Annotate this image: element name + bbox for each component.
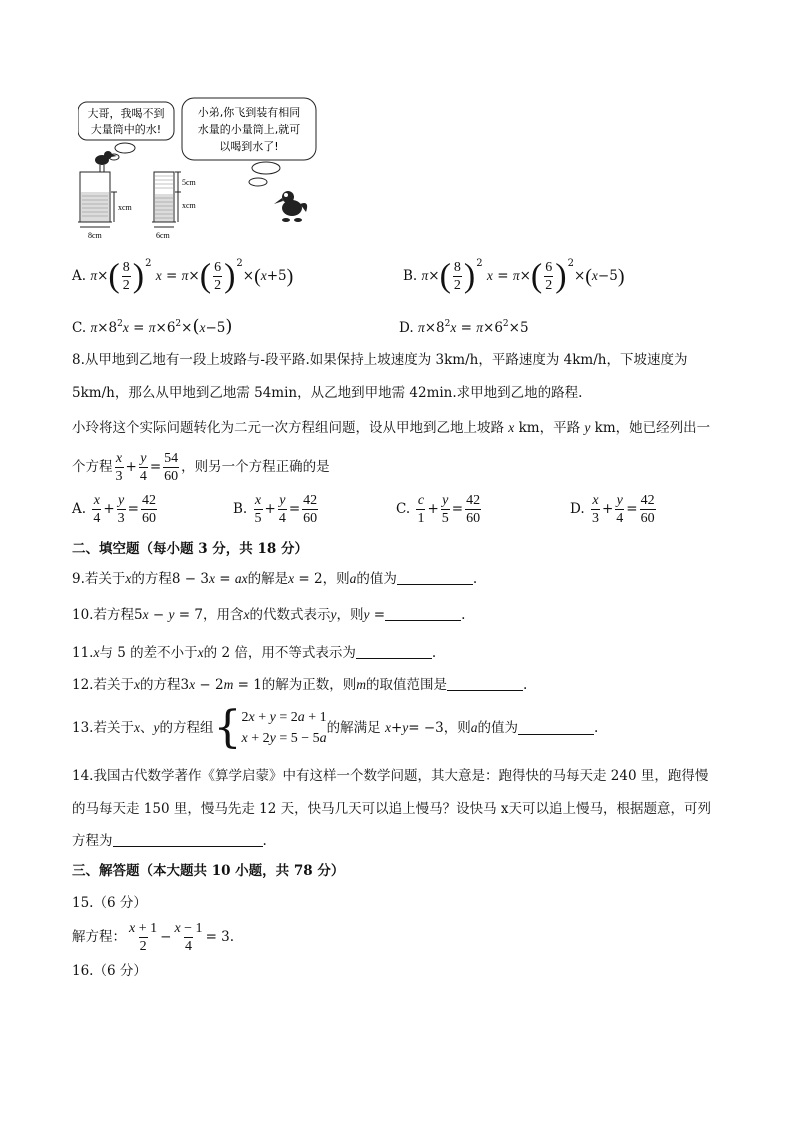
q8-option-c: C. $\frac{c}{1}$ + $\frac{y}{5}$ = $\frac{42}{60}$ [396,493,481,526]
big-cylinder [78,172,133,240]
q15-equation: 解方程： $\frac{x + 1}{2}$ − $\frac{x - 1}{4}$ = 3. [72,921,235,954]
q8-option-a: A. $\frac{x}{4}$ + $\frac{y}{3}$ = $\frac{42}{60}$ [72,493,156,526]
q7-option-d: D. $\pi\times 8^2x = \pi\times 6^2\times 5$ [399,319,529,336]
q13-answer-blank[interactable] [518,722,594,735]
section-3-title: 三、解答题（本大题共 10 小题，共 78 分） [72,863,345,879]
section-2-title: 二、填空题（每小题 3 分，共 18 分） [72,541,308,557]
q11: 11.x与 5 的差不小于x的 2 倍，用不等式表示为 . [72,645,437,661]
small-cylinder-width-label: 6cm [156,231,170,240]
q8-line4: 个方程 $\frac{x}{3}$ + $\frac{y}{4}$ = $\frac{54}{60}$ ，则另一个方程正确的是 [72,451,330,484]
q14-line3: 方程为 . [72,833,267,849]
q7-option-b: B. π×( $\frac{8}{2}$ )$^2$ x = π×( $\frac{6}{2}$ )$^2$×(x−5) [403,257,625,295]
q12: 12.若关于x的方程3x − 2m = 1的解为正数，则m的取值范围是 . [72,677,528,693]
bubble-left-line2: 大量筒中的水! [90,123,162,136]
small-cylinder-top-label: 5cm [182,178,196,187]
q8-line3: 小玲将这个实际问题转化为二元一次方程组问题，设从甲地到乙地上坡路 x km，平路 y km，她已经列出一 [72,420,711,436]
small-cylinder [152,172,197,240]
q10: 10.若方程5x − y = 7，用含x的代数式表示y，则y = . [72,607,466,623]
q13: 13.若关于 x 、 y 的方程组 { 2x + y = 2a + 1 x + 2y = 5 − 5a 的解满足 x + y = −3 ，则 a 的值为 . [72,702,599,753]
big-cylinder-width-label: 8cm [88,231,102,240]
comic-figure [78,96,318,246]
bubble-right-line2: 水量的小量筒上,就可 [197,123,301,136]
q12-answer-blank[interactable] [447,678,523,691]
bubble-left-line1: 大哥，我喝不到 [87,107,165,120]
crow-icon [274,191,307,222]
q8-line2: 5km/h，那么从甲地到乙地需 54min，从乙地到甲地需 42min.求甲地到乙地的路程. [72,385,583,401]
big-cylinder-height-label: xcm [118,203,132,212]
q16-label: 16.（6 分） [72,963,147,979]
bubble-right-line1: 小弟,你飞到装有相同 [197,106,301,119]
q7-option-c: C. $\pi\times 8^2x = \pi\times 6^2\times(x-5)$ [72,316,233,337]
q9-answer-blank[interactable] [397,572,473,585]
q14-line2: 的马每天走 150 里，慢马先走 12 天，快马几天可以追上慢马？设快马 x天可以追上慢马，根据题意，可列 [72,801,712,817]
small-cylinder-height-label: xcm [182,201,196,210]
q9: 9.若关于x的方程8 − 3x = ax的解是x = 2，则a的值为 . [72,571,478,587]
q8-option-b: B. $\frac{x}{5}$ + $\frac{y}{4}$ = $\frac{42}{60}$ [233,493,318,526]
q14-line1: 14.我国古代数学著作《算学启蒙》中有这样一个数学问题，其大意是：跑得快的马每天走 240 里，跑得慢 [72,768,709,784]
q11-answer-blank[interactable] [356,646,432,659]
q8-line1: 8.从甲地到乙地有一段上坡路与-段平路.如果保持上坡速度为 3km/h，平路速度为 4km/h，下坡速度为 [72,352,688,368]
bubble-right-line3: 以喝到水了! [219,140,279,153]
q14-answer-blank[interactable] [113,834,263,847]
q15-label: 15.（6 分） [72,895,147,911]
q8-option-d: D. $\frac{x}{3}$ + $\frac{y}{4}$ = $\frac{42}{60}$ [570,493,655,526]
q10-answer-blank[interactable] [385,608,461,621]
q7-option-a: A. π×( $\frac{8}{2}$ )$^2$ x = π×( $\frac{6}{2}$ )$^2$×(x+5) [72,257,294,295]
